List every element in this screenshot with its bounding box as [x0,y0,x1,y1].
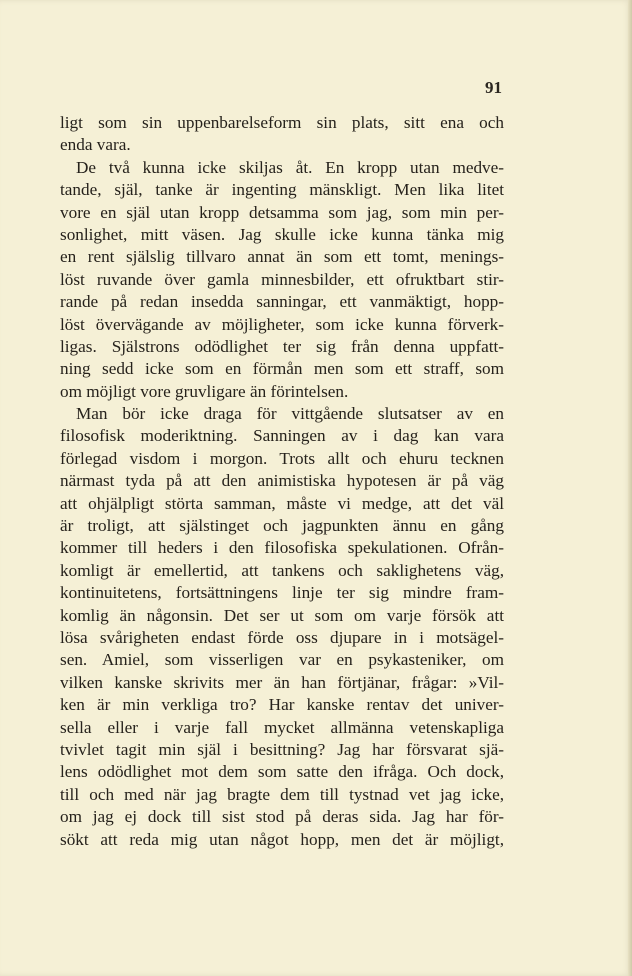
text-line: ning sedd icke som en förmån men som ett straff, som [60,359,504,379]
text-line: vilken kanske skrivits mer än han förtjänar, frågar: »Vil- [60,672,504,692]
text-line: löst övervägande av möjligheter, som icke kunna förverk- [60,314,504,334]
paragraph-3 [60,403,504,851]
text-line: komligt är emellertid, att tankens och saklighetens väg, [60,560,504,580]
text-line: filosofisk moderiktning. Sanningen av i dag kan vara [60,426,504,446]
text-line: lösa svårigheten endast förde oss djupare in i motsägel- [60,627,504,647]
text-line: tvivlet tagit min själ i besittning? Jag har försvarat sjä- [60,739,504,759]
text-line: sen. Amiel, som visserligen var en psykasteniker, om [60,650,504,670]
body-text [60,112,504,851]
page-edge [628,0,632,976]
paragraph-2 [60,157,504,403]
text-line: en rent själslig tillvaro annat än som ett tomt, menings- [60,247,504,267]
text-line: De två kunna icke skiljas åt. En kropp utan medve- [76,157,504,177]
text-line: närmast tyda på att den animistiska hypotesen är på väg [60,471,504,491]
paragraph-1 [60,112,504,157]
text-line: vore en själ utan kropp detsamma som jag, som min per- [60,202,504,222]
text-line: ken är min verkliga tro? Har kanske rentav det univer- [60,695,504,715]
text-line: kontinuitetens, fortsättningens linje ter sig mindre fram- [60,583,504,603]
text-line: lens odödlighet mot dem som satte den ifråga. Och dock, [60,762,504,782]
text-line: sonlighet, mitt väsen. Jag skulle icke kunna tänka mig [60,224,504,244]
text-line: sökt att reda mig utan något hopp, men det är möjligt, [60,829,504,849]
text-line: komlig än någonsin. Det ser ut som om varje försök att [60,605,504,625]
text-line: ligas. Själstrons odödlighet ter sig från denna uppfatt- [60,336,504,356]
text-line: om möjligt vore gruvligare än förintelsen. [60,381,349,401]
text-line: tande, själ, tanke är ingenting mänskligt. Men lika litet [60,180,504,200]
text-line: om jag ej dock till sist stod på deras sida. Jag har för- [60,807,504,827]
text-line: att ohjälpligt störta samman, måste vi medge, att det väl [60,493,504,513]
text-line: ligt som sin uppenbarelseform sin plats, sitt ena och [60,113,504,132]
text-line: Man bör icke draga för vittgående slutsatser av en [76,404,504,424]
text-line: till och med när jag bragte dem till tystnad vet jag icke, [60,784,504,804]
text-line: rande på redan insedda sanningar, ett vanmäktigt, hopp- [60,292,504,312]
text-line: löst ruvande över gamla minnesbilder, ett ofruktbart stir- [60,269,504,289]
text-line: förlegad visdom i morgon. Trots allt och ehuru tecknen [60,448,504,468]
page-number: 91 [485,78,502,97]
text-line: enda vara. [60,135,131,155]
text-line: kommer till heders i den filosofiska spekulationen. Ofrån- [60,538,504,558]
text-line: är troligt, att själstinget och jagpunkten ännu en gång [60,516,504,536]
text-line: sella eller i varje fall mycket allmänna vetenskapliga [60,717,504,737]
